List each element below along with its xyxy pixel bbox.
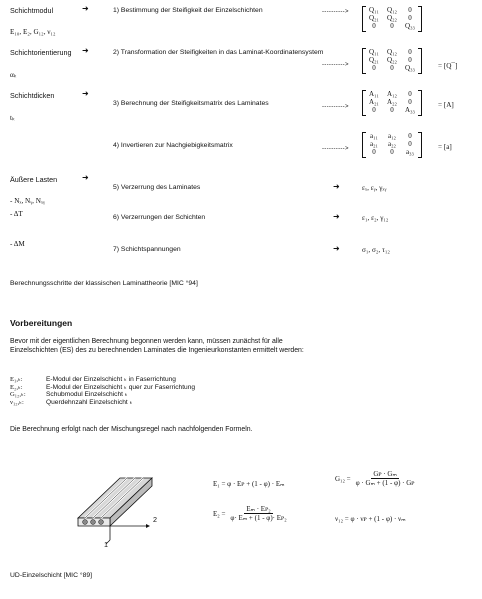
fiber-section — [91, 520, 96, 525]
caption-laminate-steps: Berechnungsschritte der klassischen Laminattheorie [MIC °94] — [10, 280, 198, 287]
formula-nu12: ν₁₂ = φ · νᴘ + (1 - φ) · νₘ — [335, 515, 406, 523]
formula-e2: E₂ = $\frac{\text{Eₘ · Eᴘ₂}}{\text{φ· Eₘ + (1 - φ)· Eᴘ₂}}$ — [213, 505, 287, 522]
arrow-icon: ➜ — [82, 89, 89, 98]
list-item: ν₁₂,ₖ: Querdehnzahl Einzelschicht ₖ — [10, 398, 133, 406]
arrow-icon: ➜ — [82, 46, 89, 55]
label-dt: - ΔT — [10, 210, 23, 218]
step-4: 4) Invertieren zur Nachgiebigkeitsmatrix — [113, 142, 233, 149]
result-laminate-strain: εₓ, εᵧ, γₓᵧ — [362, 184, 387, 192]
section-title: Vorbereitungen — [10, 318, 73, 328]
step-5: 5) Verzerrung des Laminates — [113, 184, 201, 191]
dash-arrow: ----------> — [322, 146, 349, 152]
step-2: 2) Transformation der Steifigkeiten in das Laminat-Koordinatensystem — [113, 49, 324, 56]
label-t: tₖ — [10, 114, 16, 122]
step-6: 6) Verzerrungen der Schichten — [113, 214, 206, 221]
step-1: 1) Bestimmung der Steifigkeit der Einzelschichten — [113, 7, 263, 14]
step-3: 3) Berechnung der Steifigkeitsmatrix des Laminates — [113, 100, 269, 107]
caption-ud-layer: UD-Einzelschicht [MIC °89] — [10, 572, 93, 579]
label-dicken: Schichtdicken — [10, 91, 55, 100]
list-item: E₂,ₖ: E-Modul der Einzelschicht ₖ quer zur Faserrichtung — [10, 383, 196, 391]
formula-g12: G₁₂ = $\frac{\text{Gᴘ · Gₘ}}{\text{φ · Gₘ + (1 - φ) · Gᴘ}}$ — [335, 470, 415, 487]
formula-e1: E₁ = φ · Eᴘ + (1 - φ) · Eₘ — [213, 480, 285, 488]
label-lasten: Äußere Lasten — [10, 175, 58, 184]
result-layer-stress: σ₁, σ₂, τ₁₂ — [362, 246, 390, 254]
matrix-q-transformed: Q₁₁ Q₁₂ 0 Q₂₁ Q₂₂ 0 0 0 Q₃₃ — [362, 48, 422, 74]
label-moduli: E₁₀, E₂, G₁₂, ν₁₂ — [10, 28, 56, 36]
arrow-icon: ➜ — [82, 173, 89, 182]
axis-2-arrowhead — [146, 524, 150, 528]
label-n: - Nₓ, Nᵧ, Nₓᵧ — [10, 197, 45, 205]
step-7: 7) Schichtspannungen — [113, 246, 181, 253]
matrix-a: A₁₁ A₁₂ 0 A₂₁ A₂₂ 0 0 0 A₃₃ — [362, 90, 422, 116]
dash-arrow: ----------> — [322, 62, 349, 68]
matrix-inverse: a₁₁ a₁₂ 0 a₂₁ a₂₂ 0 0 0 a₃₃ — [362, 132, 422, 158]
result-a-small: = [a] — [438, 143, 452, 151]
result-layer-strain: ε₁, ε₂, γ₁₂ — [362, 214, 389, 222]
result-q-bar: = [Q¯] — [438, 62, 458, 70]
constants-list — [10, 376, 195, 406]
label-alpha: αₖ — [10, 71, 17, 79]
label-dm: - ΔM — [10, 240, 25, 248]
list-item: E₁,ₖ: E-Modul der Einzelschicht ₖ in Faserrichtung — [10, 376, 176, 383]
ud-layer-figure — [70, 466, 180, 546]
paragraph-intro: Bevor mit der eigentlichen Berechnung begonnen werden kann, müssen zunächst für alle Einzelschichten (ES) des zu berechnenden Laminates die Ingenieurkonstanten ermittelt werden: — [10, 338, 304, 354]
arrow-icon: ➜ — [333, 182, 340, 191]
fiber-section — [83, 520, 88, 525]
dash-arrow: ----------> — [322, 104, 349, 110]
arrow-icon: ➜ — [82, 4, 89, 13]
axis-label-1: 1 — [104, 540, 108, 549]
fiber-section — [99, 520, 104, 525]
arrow-icon: ➜ — [333, 212, 340, 221]
arrow-icon: ➜ — [333, 244, 340, 253]
list-item: G₁₂,ₖ: Schubmodul Einzelschicht ₖ — [10, 391, 128, 399]
dash-arrow: ----------> — [322, 9, 349, 15]
matrix-q: Q₁₁ Q₁₂ 0 Q₂₁ Q₂₂ 0 0 0 Q₃₃ — [362, 6, 422, 32]
label-schichtmodul: Schichtmodul — [10, 6, 54, 15]
paragraph-mixing-rule: Die Berechnung erfolgt nach der Mischungsregel nach nachfolgenden Formeln. — [10, 426, 253, 433]
result-a: = [A] — [438, 101, 454, 109]
axis-label-2: 2 — [153, 515, 157, 524]
label-orientierung: Schichtorientierung — [10, 48, 72, 57]
